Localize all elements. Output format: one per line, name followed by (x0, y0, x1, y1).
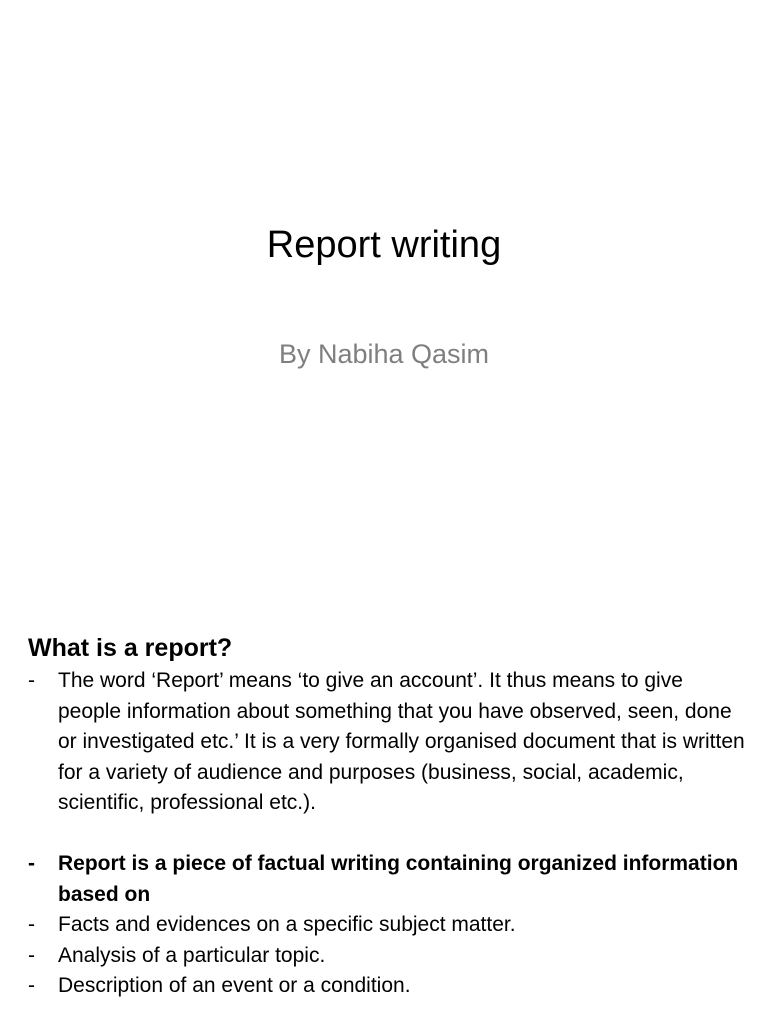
bullet-dash: - (28, 913, 35, 936)
section-heading: What is a report? (28, 634, 233, 662)
bullet-spacer (28, 819, 748, 850)
bullet-text: Analysis of a particular topic. (58, 943, 326, 967)
bullet-dash: - (28, 852, 35, 875)
slide-title: Report writing (266, 224, 502, 266)
bullet-item (28, 971, 748, 1002)
bullet-item (28, 666, 748, 819)
bullet-item (28, 910, 748, 941)
bullet-text: Report is a piece of factual writing containing organized information based on (58, 852, 739, 906)
bullet-text: Description of an event or a condition. (58, 974, 411, 997)
bullet-dash: - (28, 669, 35, 692)
bullet-list (28, 666, 748, 1002)
content-slide (0, 612, 768, 1024)
bullet-dash: - (28, 974, 35, 997)
slide-subtitle: By Nabiha Qasim (278, 339, 490, 369)
bullet-dash: - (28, 943, 35, 967)
bullet-item (28, 941, 748, 972)
bullet-text: Facts and evidences on a specific subject matter. (58, 913, 516, 936)
bullet-item (28, 849, 748, 910)
bullet-text: The word ‘Report’ means ‘to give an account’. It thus means to give people information about something that you have observed, seen, done or investigated etc.’ It is a very formally organised document that is written for a variety of audience and purposes (business, social, academic, scientific, professional etc.). (58, 669, 745, 814)
